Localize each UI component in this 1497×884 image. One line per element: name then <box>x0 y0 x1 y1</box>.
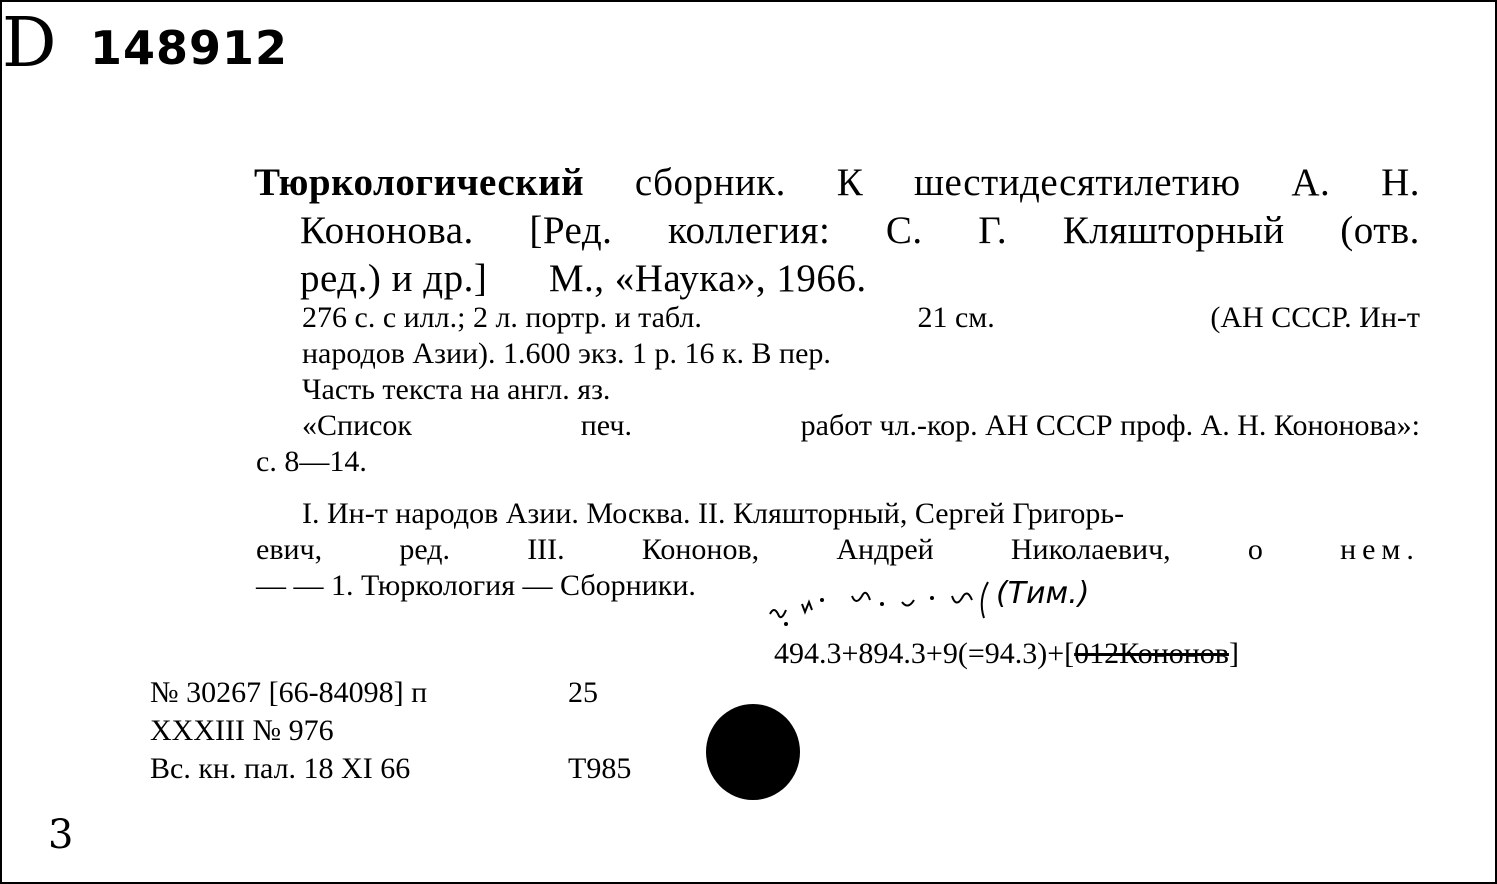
word: Н. <box>1381 161 1420 204</box>
footer-row <box>150 674 631 712</box>
word: [Ред. <box>529 209 613 252</box>
word: Г. <box>978 209 1008 252</box>
word: Кононов, <box>641 533 760 566</box>
sheet-count: 25 <box>568 676 598 709</box>
classification-main: 494.3+894.3+9(=94.3)+[ <box>774 637 1075 670</box>
volume-number: XXXIII № 976 <box>150 714 334 747</box>
corner-mark: 3 <box>48 812 74 858</box>
physical-description-1 <box>302 300 1420 336</box>
word: (отв. <box>1340 209 1420 252</box>
note-language: Часть текста на англ. яз. <box>302 373 611 406</box>
word: Кляшторный <box>1062 209 1285 252</box>
handwritten-text: (Тим.) <box>996 576 1090 611</box>
word: сборник. <box>634 161 786 204</box>
word: Николаевич, <box>1010 533 1171 566</box>
word: нем. <box>1340 533 1420 566</box>
entry-title: Тюркологический <box>254 161 585 204</box>
entry-line-2 <box>300 208 1420 254</box>
word: «Список <box>302 409 413 442</box>
card-footer <box>150 674 631 788</box>
tracing-3: — — 1. Тюркология — Сборники. <box>256 569 696 602</box>
footer-row <box>150 712 631 750</box>
chamber-date: Вс. кн. пал. 18 XI 66 <box>150 752 411 785</box>
classification-code <box>774 636 1239 672</box>
word: ред. <box>399 533 450 566</box>
word: евич, <box>256 533 323 566</box>
word: Кононова. <box>300 209 474 252</box>
word: Андрей <box>836 533 934 566</box>
series: (АН СССР. Ин-т <box>1210 301 1420 334</box>
word: К <box>836 161 864 204</box>
shelf-mark-prefix: D <box>2 4 55 83</box>
tracing-2 <box>256 532 1420 568</box>
record-number: № 30267 [66-84098] п <box>150 676 428 709</box>
word: С. <box>885 209 923 252</box>
punch-hole <box>706 704 800 800</box>
pagination: 276 с. с илл.; 2 л. портр. и табл. <box>302 301 702 334</box>
word: А. <box>1291 161 1331 204</box>
entry-line-1 <box>254 160 1420 206</box>
entry-line-3: ред.) и др.] М., «Наука», 1966. <box>300 257 867 300</box>
physical-description-2: народов Азии). 1.600 экз. 1 р. 16 к. В пер. <box>302 337 831 370</box>
word: печ. <box>580 409 632 442</box>
note-bibliography-cont: с. 8—14. <box>256 445 367 478</box>
handwritten-annotation <box>762 574 1102 644</box>
print-code: T985 <box>568 752 632 785</box>
word: шестидесятилетию <box>913 161 1241 204</box>
classification-struck: 012Кононов <box>1074 637 1229 670</box>
tracing-1: I. Ин-т народов Азии. Москва. II. Кляшторный, Сергей Григорь- <box>302 497 1125 530</box>
shelf-mark-number: 148912 <box>90 21 289 75</box>
classification-end: ] <box>1228 637 1239 670</box>
note-bibliography <box>302 408 1420 444</box>
footer-row <box>150 750 631 788</box>
word: работ чл.-кор. АН СССР проф. А. Н. Кононова»: <box>800 409 1420 442</box>
shelf-mark <box>2 2 302 86</box>
word: III. <box>527 533 565 566</box>
dimensions: 21 см. <box>917 301 995 334</box>
word: о <box>1247 533 1263 566</box>
word: коллегия: <box>668 209 831 252</box>
